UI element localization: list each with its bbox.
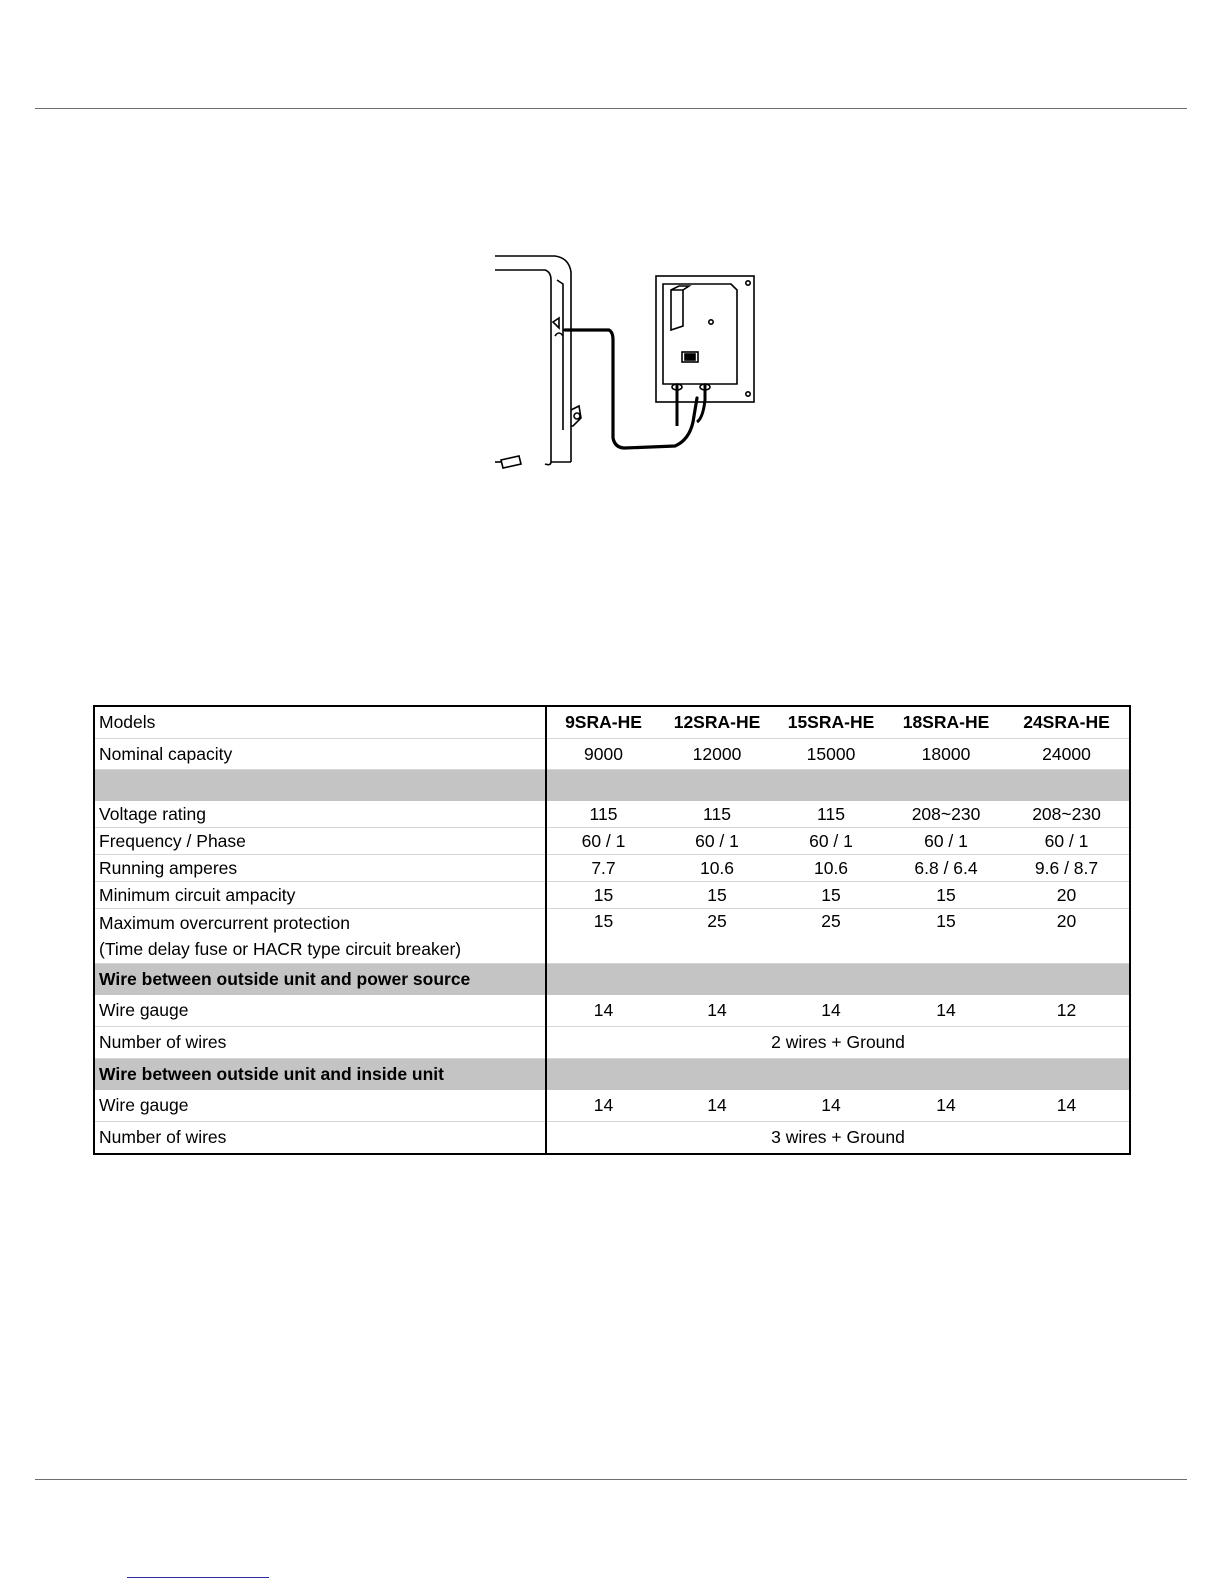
voltage-rating-label: Voltage rating	[94, 801, 546, 828]
model-header: 9SRA-HE	[546, 706, 660, 739]
table-cell: 14	[660, 1090, 774, 1122]
table-cell: 10.6	[660, 855, 774, 882]
table-cell: 25	[774, 909, 888, 964]
footer-rule	[35, 1479, 1187, 1480]
header-rule	[35, 108, 1187, 109]
max-overcurrent-label-cell	[94, 909, 546, 964]
blank-section-band	[94, 770, 1130, 801]
table-cell: 14	[888, 995, 1004, 1027]
inside-num-wires-row	[94, 1122, 1130, 1155]
table-cell: 14	[660, 995, 774, 1027]
inside-unit-section-band	[94, 1059, 1130, 1090]
table-cell: 60 / 1	[1004, 828, 1130, 855]
table-cell: 15	[888, 882, 1004, 909]
num-wires-value: 3 wires + Ground	[771, 1127, 905, 1147]
max-overcurrent-label: Maximum overcurrent protection	[99, 913, 350, 933]
table-cell: 14	[888, 1090, 1004, 1122]
table-cell: 115	[660, 801, 774, 828]
max-overcurrent-note: (Time delay fuse or HACR type circuit breaker)	[99, 939, 462, 959]
table-cell: 60 / 1	[888, 828, 1004, 855]
table-cell: 14	[546, 1090, 660, 1122]
table-cell: 115	[546, 801, 660, 828]
table-cell: 12000	[660, 739, 774, 770]
power-wire-gauge-row	[94, 995, 1130, 1027]
outdoor-unit-drawing	[495, 256, 581, 468]
table-cell: 15	[660, 882, 774, 909]
num-wires-value: 2 wires + Ground	[546, 1027, 1130, 1059]
power-source-section-band	[94, 964, 1130, 995]
wire-gauge-label: Wire gauge	[94, 1090, 546, 1122]
running-amperes-row	[94, 855, 1130, 882]
min-circuit-ampacity-row	[94, 882, 1130, 909]
wiring-illustration	[493, 250, 769, 476]
num-wires-label: Number of wires	[94, 1027, 546, 1059]
models-row	[94, 706, 1130, 739]
frequency-phase-label: Frequency / Phase	[94, 828, 546, 855]
table-cell: 208~230	[1004, 801, 1130, 828]
inside-wire-gauge-row	[94, 1090, 1130, 1122]
footer-link-underline[interactable]	[127, 1577, 269, 1578]
running-amperes-label: Running amperes	[94, 855, 546, 882]
table-cell: 6.8 / 6.4	[888, 855, 1004, 882]
models-label: Models	[94, 706, 546, 739]
table-cell: 9000	[546, 739, 660, 770]
table-cell: 14	[774, 1090, 888, 1122]
min-circuit-ampacity-label: Minimum circuit ampacity	[94, 882, 546, 909]
table-cell: 14	[1004, 1090, 1130, 1122]
model-header: 24SRA-HE	[1004, 706, 1130, 739]
table-cell: 24000	[1004, 739, 1130, 770]
table-cell: 15	[546, 909, 660, 964]
table-cell: 20	[1004, 882, 1130, 909]
disconnect-box-drawing	[656, 276, 754, 426]
inside-unit-section-title: Wire between outside unit and inside unit	[94, 1059, 546, 1090]
num-wires-label: Number of wires	[94, 1122, 546, 1155]
table-cell: 20	[1004, 909, 1130, 964]
table-cell: 25	[660, 909, 774, 964]
table-cell: 208~230	[888, 801, 1004, 828]
voltage-rating-row	[94, 801, 1130, 828]
table-cell: 15	[774, 882, 888, 909]
power-source-section-title: Wire between outside unit and power source	[94, 964, 546, 995]
table-cell: 15000	[774, 739, 888, 770]
model-header: 15SRA-HE	[774, 706, 888, 739]
model-header: 12SRA-HE	[660, 706, 774, 739]
table-cell: 9.6 / 8.7	[1004, 855, 1130, 882]
table-cell: 60 / 1	[774, 828, 888, 855]
table-cell: 14	[774, 995, 888, 1027]
table-cell: 18000	[888, 739, 1004, 770]
nominal-capacity-row	[94, 739, 1130, 770]
table-cell: 12	[1004, 995, 1130, 1027]
power-num-wires-row	[94, 1027, 1130, 1059]
frequency-phase-row	[94, 828, 1130, 855]
max-overcurrent-row	[94, 909, 1130, 964]
table-cell: 60 / 1	[546, 828, 660, 855]
table-cell: 14	[546, 995, 660, 1027]
table-cell: 10.6	[774, 855, 888, 882]
electrical-spec-table	[93, 705, 1131, 1155]
table-cell: 7.7	[546, 855, 660, 882]
model-header: 18SRA-HE	[888, 706, 1004, 739]
table-cell: 15	[888, 909, 1004, 964]
wire-gauge-label: Wire gauge	[94, 995, 546, 1027]
table-cell: 60 / 1	[660, 828, 774, 855]
table-cell: 15	[546, 882, 660, 909]
nominal-capacity-label: Nominal capacity	[94, 739, 546, 770]
table-cell: 115	[774, 801, 888, 828]
